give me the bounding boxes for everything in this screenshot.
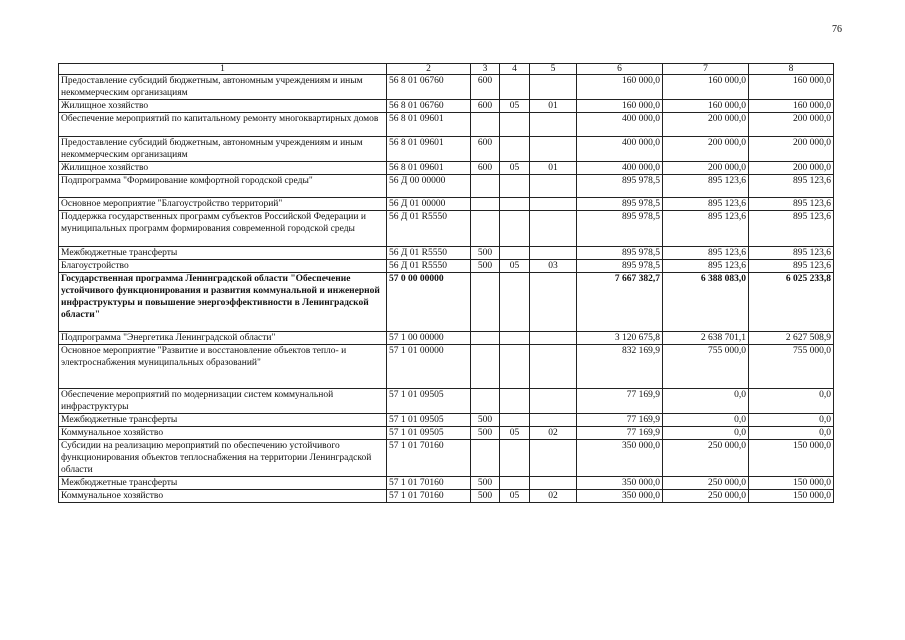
row-amount-col8-cell: 200 000,0 xyxy=(749,113,834,137)
row-name-cell: Коммунальное хозяйство xyxy=(59,427,387,440)
row-amount-col7-cell: 2 638 701,1 xyxy=(663,332,749,345)
row-amount-col8-cell: 160 000,0 xyxy=(749,75,834,100)
row-amount-col6-cell: 3 120 675,8 xyxy=(577,332,663,345)
row-code-cell: 56 8 01 09601 xyxy=(387,113,471,137)
row-amount-col8-cell: 755 000,0 xyxy=(749,345,834,389)
row-amount-col6-cell: 350 000,0 xyxy=(577,477,663,490)
row-section-cell xyxy=(500,75,530,100)
row-name-cell: Межбюджетные трансферты xyxy=(59,247,387,260)
row-code-cell: 56 Д 01 R5550 xyxy=(387,211,471,247)
header-cell: 6 xyxy=(577,64,663,75)
row-subsection-cell xyxy=(530,211,577,247)
row-section-cell xyxy=(500,247,530,260)
table-row xyxy=(59,198,834,211)
table-row xyxy=(59,75,834,100)
table-row xyxy=(59,332,834,345)
row-amount-col8-cell: 895 123,6 xyxy=(749,175,834,198)
row-amount-col8-cell: 0,0 xyxy=(749,427,834,440)
row-subsection-cell xyxy=(530,198,577,211)
header-cell: 3 xyxy=(471,64,500,75)
table-row xyxy=(59,162,834,175)
row-expense-type-cell xyxy=(471,440,500,477)
row-amount-col6-cell: 400 000,0 xyxy=(577,113,663,137)
row-amount-col6-cell: 77 169,9 xyxy=(577,389,663,414)
row-expense-type-cell xyxy=(471,273,500,332)
row-section-cell: 05 xyxy=(500,100,530,113)
row-name-cell: Жилищное хозяйство xyxy=(59,162,387,175)
row-code-cell: 56 Д 01 R5550 xyxy=(387,247,471,260)
row-section-cell xyxy=(500,332,530,345)
row-section-cell xyxy=(500,345,530,389)
row-amount-col7-cell: 895 123,6 xyxy=(663,211,749,247)
row-expense-type-cell xyxy=(471,332,500,345)
table-row xyxy=(59,100,834,113)
row-subsection-cell xyxy=(530,414,577,427)
row-subsection-cell xyxy=(530,175,577,198)
row-amount-col6-cell: 895 978,5 xyxy=(577,247,663,260)
row-subsection-cell xyxy=(530,75,577,100)
budget-table xyxy=(58,63,834,503)
row-name-cell: Основное мероприятие "Благоустройство территорий" xyxy=(59,198,387,211)
row-amount-col6-cell: 895 978,5 xyxy=(577,211,663,247)
row-section-cell xyxy=(500,175,530,198)
row-name-cell: Межбюджетные трансферты xyxy=(59,414,387,427)
row-amount-col8-cell: 150 000,0 xyxy=(749,440,834,477)
row-code-cell: 57 1 01 70160 xyxy=(387,440,471,477)
table-header-row xyxy=(59,64,834,75)
row-expense-type-cell: 600 xyxy=(471,100,500,113)
row-amount-col6-cell: 7 667 382,7 xyxy=(577,273,663,332)
row-amount-col7-cell: 0,0 xyxy=(663,427,749,440)
row-amount-col7-cell: 200 000,0 xyxy=(663,113,749,137)
row-name-cell: Предоставление субсидий бюджетным, автономным учреждениям и иным некоммерческим организациям xyxy=(59,75,387,100)
row-amount-col6-cell: 77 169,9 xyxy=(577,427,663,440)
header-cell: 8 xyxy=(749,64,834,75)
table-row xyxy=(59,273,834,332)
row-name-cell: Основное мероприятие "Развитие и восстановление объектов тепло- и электроснабжения муниципальных образований" xyxy=(59,345,387,389)
row-name-cell: Поддержка государственных программ субъектов Российской Федерации и муниципальных программ формирования современной городской среды xyxy=(59,211,387,247)
row-section-cell xyxy=(500,273,530,332)
row-expense-type-cell xyxy=(471,389,500,414)
row-expense-type-cell: 500 xyxy=(471,490,500,503)
row-section-cell: 05 xyxy=(500,427,530,440)
row-amount-col8-cell: 160 000,0 xyxy=(749,100,834,113)
row-amount-col6-cell: 832 169,9 xyxy=(577,345,663,389)
row-subsection-cell xyxy=(530,345,577,389)
row-amount-col8-cell: 200 000,0 xyxy=(749,162,834,175)
table-row xyxy=(59,345,834,389)
row-code-cell: 57 1 01 70160 xyxy=(387,490,471,503)
row-subsection-cell xyxy=(530,273,577,332)
row-subsection-cell xyxy=(530,477,577,490)
row-name-cell: Предоставление субсидий бюджетным, автономным учреждениям и иным некоммерческим организациям xyxy=(59,137,387,162)
row-code-cell: 56 8 01 09601 xyxy=(387,137,471,162)
row-code-cell: 56 8 01 09601 xyxy=(387,162,471,175)
row-amount-col7-cell: 160 000,0 xyxy=(663,75,749,100)
page-number: 76 xyxy=(832,24,842,35)
row-amount-col6-cell: 160 000,0 xyxy=(577,75,663,100)
row-subsection-cell xyxy=(530,113,577,137)
row-expense-type-cell xyxy=(471,211,500,247)
row-section-cell xyxy=(500,113,530,137)
table-row xyxy=(59,175,834,198)
row-amount-col7-cell: 250 000,0 xyxy=(663,440,749,477)
row-amount-col7-cell: 755 000,0 xyxy=(663,345,749,389)
row-section-cell xyxy=(500,211,530,247)
row-name-cell: Благоустройство xyxy=(59,260,387,273)
row-expense-type-cell: 500 xyxy=(471,477,500,490)
row-code-cell: 57 1 01 70160 xyxy=(387,477,471,490)
row-amount-col8-cell: 895 123,6 xyxy=(749,198,834,211)
row-subsection-cell xyxy=(530,440,577,477)
row-code-cell: 56 8 01 06760 xyxy=(387,100,471,113)
row-code-cell: 57 1 01 00000 xyxy=(387,345,471,389)
row-expense-type-cell: 500 xyxy=(471,260,500,273)
row-amount-col7-cell: 250 000,0 xyxy=(663,490,749,503)
row-name-cell: Коммунальное хозяйство xyxy=(59,490,387,503)
row-amount-col6-cell: 160 000,0 xyxy=(577,100,663,113)
header-cell: 5 xyxy=(530,64,577,75)
row-subsection-cell xyxy=(530,332,577,345)
row-amount-col8-cell: 150 000,0 xyxy=(749,477,834,490)
row-subsection-cell: 03 xyxy=(530,260,577,273)
row-name-cell: Обеспечение мероприятий по модернизации систем коммунальной инфраструктуры xyxy=(59,389,387,414)
table-row xyxy=(59,211,834,247)
row-name-cell: Государственная программа Ленинградской области "Обеспечение устойчивого функционирования и развития коммунальной и инженерной инфраструктуры и повышение энергоэффективности в Ленинградской области" xyxy=(59,273,387,332)
row-section-cell xyxy=(500,389,530,414)
header-cell: 1 xyxy=(59,64,387,75)
row-amount-col8-cell: 895 123,6 xyxy=(749,247,834,260)
row-amount-col8-cell: 6 025 233,8 xyxy=(749,273,834,332)
table-row xyxy=(59,247,834,260)
row-amount-col6-cell: 895 978,5 xyxy=(577,175,663,198)
row-amount-col8-cell: 0,0 xyxy=(749,414,834,427)
row-expense-type-cell xyxy=(471,113,500,137)
row-expense-type-cell: 500 xyxy=(471,427,500,440)
row-subsection-cell: 02 xyxy=(530,490,577,503)
row-amount-col6-cell: 400 000,0 xyxy=(577,162,663,175)
row-expense-type-cell: 600 xyxy=(471,75,500,100)
row-code-cell: 57 1 01 09505 xyxy=(387,389,471,414)
row-code-cell: 57 1 01 09505 xyxy=(387,427,471,440)
row-expense-type-cell xyxy=(471,345,500,389)
table-row xyxy=(59,440,834,477)
row-section-cell xyxy=(500,414,530,427)
row-name-cell: Жилищное хозяйство xyxy=(59,100,387,113)
row-code-cell: 57 1 00 00000 xyxy=(387,332,471,345)
row-subsection-cell: 02 xyxy=(530,427,577,440)
row-amount-col7-cell: 895 123,6 xyxy=(663,247,749,260)
row-amount-col8-cell: 895 123,6 xyxy=(749,260,834,273)
row-amount-col6-cell: 895 978,5 xyxy=(577,198,663,211)
row-code-cell: 56 8 01 06760 xyxy=(387,75,471,100)
table-row xyxy=(59,414,834,427)
row-amount-col7-cell: 895 123,6 xyxy=(663,260,749,273)
row-name-cell: Субсидии на реализацию мероприятий по обеспечению устойчивого функционирования объектов теплоснабжения на территории Ленинградской области xyxy=(59,440,387,477)
row-expense-type-cell xyxy=(471,198,500,211)
row-name-cell: Межбюджетные трансферты xyxy=(59,477,387,490)
row-section-cell: 05 xyxy=(500,260,530,273)
header-cell: 7 xyxy=(663,64,749,75)
row-amount-col6-cell: 77 169,9 xyxy=(577,414,663,427)
row-subsection-cell xyxy=(530,247,577,260)
row-code-cell: 56 Д 01 R5550 xyxy=(387,260,471,273)
table-row xyxy=(59,477,834,490)
row-amount-col8-cell: 2 627 508,9 xyxy=(749,332,834,345)
row-subsection-cell xyxy=(530,389,577,414)
row-amount-col6-cell: 350 000,0 xyxy=(577,490,663,503)
table-row xyxy=(59,137,834,162)
row-subsection-cell: 01 xyxy=(530,162,577,175)
row-amount-col6-cell: 350 000,0 xyxy=(577,440,663,477)
table-row xyxy=(59,260,834,273)
table-row xyxy=(59,389,834,414)
header-cell: 4 xyxy=(500,64,530,75)
row-section-cell xyxy=(500,137,530,162)
row-section-cell xyxy=(500,477,530,490)
row-expense-type-cell: 600 xyxy=(471,137,500,162)
row-subsection-cell xyxy=(530,137,577,162)
row-amount-col6-cell: 400 000,0 xyxy=(577,137,663,162)
row-name-cell: Подпрограмма "Энергетика Ленинградской области" xyxy=(59,332,387,345)
row-amount-col7-cell: 250 000,0 xyxy=(663,477,749,490)
row-section-cell: 05 xyxy=(500,162,530,175)
row-expense-type-cell: 500 xyxy=(471,247,500,260)
row-expense-type-cell: 500 xyxy=(471,414,500,427)
row-code-cell: 56 Д 00 00000 xyxy=(387,175,471,198)
row-amount-col7-cell: 160 000,0 xyxy=(663,100,749,113)
row-code-cell: 57 1 01 09505 xyxy=(387,414,471,427)
row-section-cell: 05 xyxy=(500,490,530,503)
table-row xyxy=(59,113,834,137)
row-amount-col8-cell: 200 000,0 xyxy=(749,137,834,162)
header-cell: 2 xyxy=(387,64,471,75)
row-amount-col8-cell: 150 000,0 xyxy=(749,490,834,503)
row-amount-col7-cell: 0,0 xyxy=(663,414,749,427)
row-section-cell xyxy=(500,440,530,477)
row-amount-col7-cell: 895 123,6 xyxy=(663,198,749,211)
row-amount-col8-cell: 895 123,6 xyxy=(749,211,834,247)
row-amount-col6-cell: 895 978,5 xyxy=(577,260,663,273)
row-amount-col7-cell: 200 000,0 xyxy=(663,162,749,175)
row-amount-col8-cell: 0,0 xyxy=(749,389,834,414)
row-name-cell: Обеспечение мероприятий по капитальному ремонту многоквартирных домов xyxy=(59,113,387,137)
row-name-cell: Подпрограмма "Формирование комфортной городской среды" xyxy=(59,175,387,198)
row-amount-col7-cell: 0,0 xyxy=(663,389,749,414)
table-row xyxy=(59,427,834,440)
table-row xyxy=(59,490,834,503)
row-section-cell xyxy=(500,198,530,211)
row-code-cell: 57 0 00 00000 xyxy=(387,273,471,332)
row-amount-col7-cell: 895 123,6 xyxy=(663,175,749,198)
row-expense-type-cell xyxy=(471,175,500,198)
row-code-cell: 56 Д 01 00000 xyxy=(387,198,471,211)
row-amount-col7-cell: 6 388 083,0 xyxy=(663,273,749,332)
row-amount-col7-cell: 200 000,0 xyxy=(663,137,749,162)
row-subsection-cell: 01 xyxy=(530,100,577,113)
row-expense-type-cell: 600 xyxy=(471,162,500,175)
